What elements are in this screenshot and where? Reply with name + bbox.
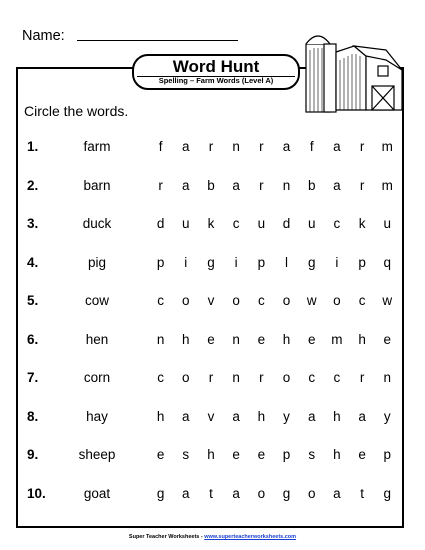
letter-cell[interactable]: e bbox=[358, 447, 366, 462]
letter-cell[interactable]: a bbox=[333, 139, 341, 154]
letter-cell[interactable]: a bbox=[333, 485, 341, 501]
footer-brand: Super Teacher Worksheets bbox=[128, 534, 200, 540]
row-number: 3. bbox=[27, 216, 39, 231]
letter-cell[interactable]: o bbox=[307, 485, 316, 501]
letter-cell[interactable]: u bbox=[307, 216, 316, 231]
target-word: corn bbox=[83, 370, 111, 385]
letter-cell[interactable]: o bbox=[257, 485, 266, 501]
word-row bbox=[0, 480, 425, 519]
row-number: 7. bbox=[27, 370, 39, 385]
letter-cell[interactable]: b bbox=[307, 177, 316, 193]
letter-cell[interactable]: w bbox=[306, 293, 317, 308]
letter-cell[interactable]: p bbox=[383, 447, 392, 462]
row-number: 5. bbox=[27, 293, 39, 308]
word-rows bbox=[0, 133, 425, 518]
letter-cell[interactable]: a bbox=[232, 485, 240, 501]
letter-cell[interactable]: p bbox=[156, 254, 165, 270]
letter-cell[interactable]: a bbox=[358, 408, 366, 424]
row-number: 2. bbox=[27, 177, 39, 193]
page-title: Word Hunt bbox=[172, 57, 260, 76]
letter-strip bbox=[148, 178, 400, 193]
target-word: sheep bbox=[78, 447, 116, 462]
letter-strip bbox=[148, 255, 400, 270]
letter-cell[interactable]: w bbox=[382, 293, 393, 308]
letter-cell[interactable]: u bbox=[182, 216, 190, 231]
letter-cell[interactable]: f bbox=[158, 139, 163, 154]
letter-cell[interactable]: p bbox=[257, 254, 266, 270]
letter-cell[interactable]: k bbox=[207, 216, 215, 231]
letter-cell[interactable]: q bbox=[383, 254, 392, 270]
letter-cell[interactable]: u bbox=[257, 216, 266, 231]
word-row bbox=[0, 249, 425, 288]
target-word: hay bbox=[86, 408, 108, 424]
letter-cell[interactable]: g bbox=[207, 254, 215, 270]
letter-cell[interactable]: i bbox=[184, 254, 188, 270]
letter-cell[interactable]: m bbox=[381, 177, 393, 193]
letter-cell[interactable]: r bbox=[158, 177, 163, 193]
letter-cell[interactable]: g bbox=[282, 485, 291, 501]
word-row bbox=[0, 133, 425, 172]
page-subtitle: Spelling – Farm Words (Level A) bbox=[158, 76, 274, 85]
letter-cell[interactable]: a bbox=[182, 177, 190, 193]
letter-cell[interactable]: u bbox=[383, 216, 392, 231]
title-box bbox=[132, 54, 300, 90]
letter-cell[interactable]: c bbox=[232, 216, 240, 231]
letter-cell[interactable]: f bbox=[309, 139, 314, 154]
letter-cell[interactable]: r bbox=[359, 370, 365, 385]
letter-cell[interactable]: c bbox=[358, 293, 366, 308]
row-number: 9. bbox=[27, 447, 39, 462]
letter-cell[interactable]: n bbox=[282, 177, 291, 193]
letter-cell[interactable]: r bbox=[208, 139, 214, 154]
letter-cell[interactable]: h bbox=[333, 447, 341, 462]
title-rule bbox=[137, 76, 295, 77]
row-number: 6. bbox=[27, 331, 39, 347]
word-row bbox=[0, 403, 425, 442]
letter-cell[interactable]: g bbox=[383, 485, 392, 501]
letter-cell[interactable]: o bbox=[232, 293, 240, 308]
letter-cell[interactable]: s bbox=[308, 447, 316, 462]
letter-cell[interactable]: a bbox=[232, 408, 240, 424]
letter-cell[interactable]: t bbox=[209, 485, 213, 501]
word-row bbox=[0, 287, 425, 326]
letter-cell[interactable]: c bbox=[157, 370, 164, 385]
letter-cell[interactable]: e bbox=[383, 331, 392, 347]
word-row bbox=[0, 326, 425, 365]
letter-strip bbox=[148, 486, 400, 501]
letter-strip bbox=[148, 370, 400, 385]
letter-cell[interactable]: d bbox=[282, 216, 291, 231]
letter-strip bbox=[148, 447, 400, 462]
letter-cell[interactable]: v bbox=[207, 293, 215, 308]
target-word: farm bbox=[83, 139, 111, 154]
letter-cell[interactable]: n bbox=[232, 370, 240, 385]
letter-cell[interactable]: p bbox=[282, 447, 291, 462]
letter-cell[interactable]: g bbox=[156, 485, 165, 501]
target-word: barn bbox=[83, 177, 111, 193]
letter-cell[interactable]: o bbox=[182, 370, 190, 385]
letter-cell[interactable]: h bbox=[182, 331, 190, 347]
letter-cell[interactable]: h bbox=[333, 408, 341, 424]
letter-strip bbox=[148, 293, 400, 308]
letter-cell[interactable]: g bbox=[307, 254, 316, 270]
letter-cell[interactable]: o bbox=[182, 293, 190, 308]
letter-cell[interactable]: m bbox=[331, 331, 343, 347]
letter-cell[interactable]: s bbox=[182, 447, 190, 462]
letter-cell[interactable]: v bbox=[207, 408, 215, 424]
target-word: pig bbox=[87, 254, 106, 270]
letter-cell[interactable]: r bbox=[359, 139, 365, 154]
letter-cell[interactable]: a bbox=[232, 177, 240, 193]
letter-cell[interactable]: e bbox=[156, 447, 165, 462]
letter-cell[interactable]: c bbox=[257, 293, 265, 308]
letter-cell[interactable]: i bbox=[335, 254, 339, 270]
letter-cell[interactable]: e bbox=[207, 331, 215, 347]
letter-cell[interactable]: y bbox=[283, 408, 290, 424]
letter-cell[interactable]: a bbox=[307, 408, 316, 424]
letter-cell[interactable]: h bbox=[207, 447, 215, 462]
letter-cell[interactable]: r bbox=[259, 370, 264, 385]
letter-cell[interactable]: o bbox=[282, 370, 291, 385]
letter-cell[interactable]: k bbox=[358, 216, 366, 231]
letter-cell[interactable]: h bbox=[156, 408, 165, 424]
letter-cell[interactable]: o bbox=[333, 293, 341, 308]
letter-cell[interactable]: a bbox=[182, 139, 190, 154]
letter-cell[interactable]: n bbox=[383, 370, 392, 385]
row-number: 1. bbox=[27, 139, 39, 154]
target-word: cow bbox=[84, 293, 109, 308]
letter-cell[interactable]: y bbox=[383, 408, 391, 424]
name-line bbox=[77, 40, 238, 41]
letter-cell[interactable]: n bbox=[232, 139, 240, 154]
letter-cell[interactable]: l bbox=[285, 254, 289, 270]
target-word: duck bbox=[82, 216, 112, 231]
letter-cell[interactable]: c bbox=[333, 216, 341, 231]
letter-cell[interactable]: h bbox=[358, 331, 366, 347]
letter-cell[interactable]: c bbox=[308, 370, 316, 385]
barn-silo-illustration bbox=[300, 30, 406, 114]
letter-cell[interactable]: c bbox=[157, 293, 164, 308]
letter-cell[interactable]: h bbox=[257, 408, 266, 424]
letter-cell[interactable]: e bbox=[232, 447, 240, 462]
word-row bbox=[0, 172, 425, 211]
letter-cell[interactable]: a bbox=[282, 139, 291, 154]
footer-link[interactable]: www.superteacherworksheets.com bbox=[204, 534, 297, 540]
letter-strip bbox=[148, 409, 400, 424]
letter-cell[interactable]: n bbox=[232, 331, 240, 347]
letter-cell[interactable]: r bbox=[259, 139, 264, 154]
letter-strip bbox=[148, 139, 400, 154]
target-word: goat bbox=[83, 485, 111, 501]
letter-cell[interactable]: a bbox=[182, 485, 190, 501]
letter-strip bbox=[148, 216, 400, 231]
instructions: Circle the words. bbox=[24, 103, 129, 119]
letter-cell[interactable]: b bbox=[207, 177, 215, 193]
row-number: 10. bbox=[27, 485, 46, 501]
letter-cell[interactable]: d bbox=[156, 216, 165, 231]
letter-cell[interactable]: p bbox=[358, 254, 366, 270]
letter-cell[interactable]: i bbox=[234, 254, 238, 270]
letter-cell[interactable]: e bbox=[257, 447, 266, 462]
letter-cell[interactable]: e bbox=[307, 331, 316, 347]
letter-cell[interactable]: h bbox=[282, 331, 291, 347]
word-row bbox=[0, 364, 425, 403]
letter-cell[interactable]: n bbox=[156, 331, 165, 347]
letter-cell[interactable]: e bbox=[257, 331, 266, 347]
row-number: 4. bbox=[27, 254, 39, 270]
letter-cell[interactable]: m bbox=[381, 139, 393, 154]
letter-cell[interactable]: c bbox=[333, 370, 341, 385]
letter-cell[interactable]: t bbox=[360, 485, 364, 501]
letter-cell[interactable]: r bbox=[259, 177, 264, 193]
footer bbox=[0, 534, 425, 540]
row-number: 8. bbox=[27, 408, 39, 424]
word-row bbox=[0, 210, 425, 249]
letter-cell[interactable]: o bbox=[282, 293, 291, 308]
letter-cell[interactable]: a bbox=[333, 177, 341, 193]
name-row bbox=[22, 28, 65, 44]
name-label: Name: bbox=[22, 28, 65, 44]
letter-strip bbox=[148, 332, 400, 347]
target-word: hen bbox=[85, 331, 109, 347]
letter-cell[interactable]: r bbox=[359, 177, 365, 193]
word-row bbox=[0, 441, 425, 480]
letter-cell[interactable]: r bbox=[208, 370, 214, 385]
letter-cell[interactable]: a bbox=[182, 408, 190, 424]
footer-separator: - bbox=[200, 534, 203, 540]
